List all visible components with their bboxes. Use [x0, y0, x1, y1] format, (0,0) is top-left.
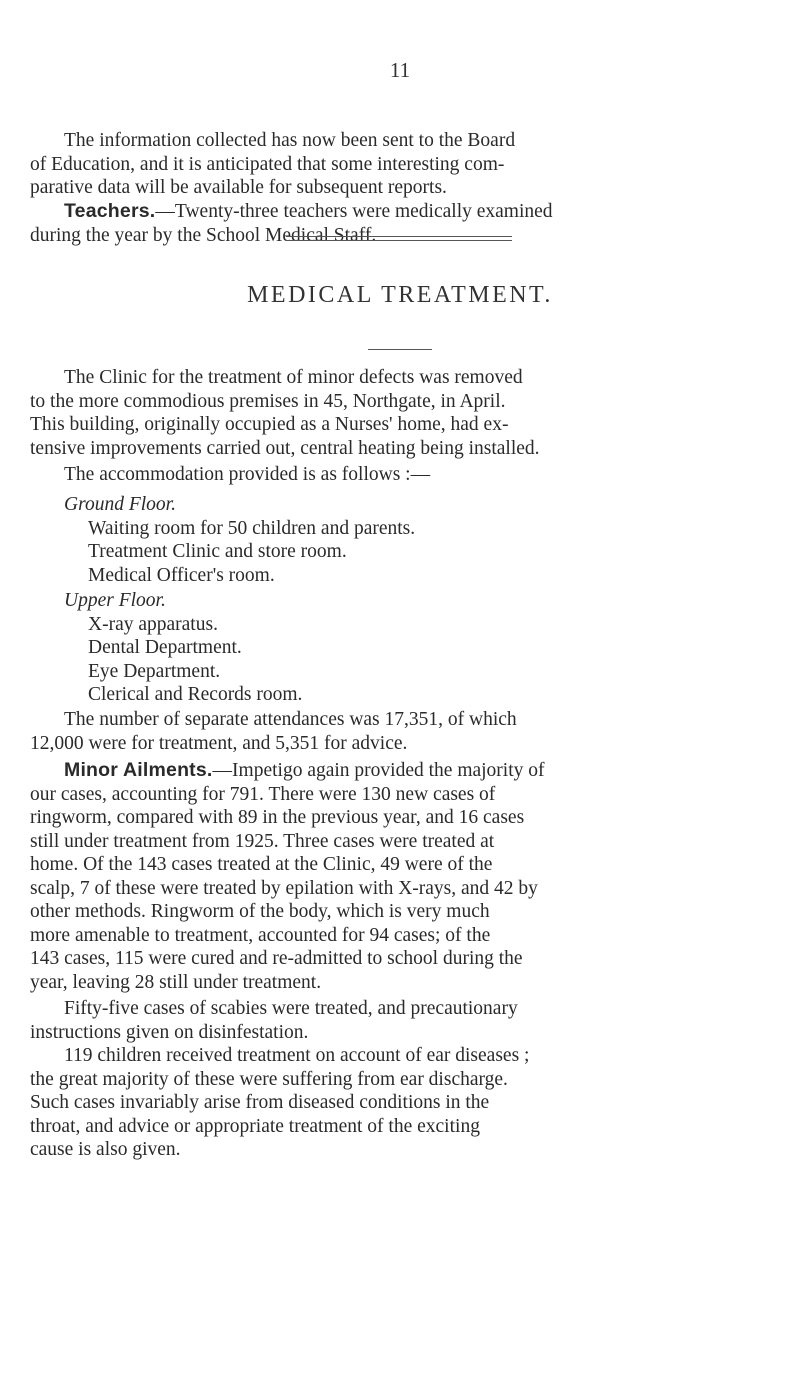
- section-title: MEDICAL TREATMENT.: [247, 282, 553, 308]
- scabies-paragraph: [30, 997, 782, 1044]
- ground-floor-heading: Ground Floor.: [64, 494, 176, 515]
- text-line: during the year by the School Medical Staff.: [30, 224, 377, 246]
- text-line: to the more commodious premises in 45, Northgate, in April.: [30, 390, 506, 412]
- text-line: Fifty-five cases of scabies were treated, and precautionary: [64, 998, 518, 1019]
- text-line: The Clinic for the treatment of minor defects was removed: [64, 367, 523, 388]
- ear-diseases-paragraph: [30, 1044, 782, 1162]
- text-line: cause is also given.: [30, 1139, 181, 1160]
- ground-floor-section: [30, 493, 782, 587]
- text-line: [30, 759, 782, 783]
- text-line: [30, 200, 782, 224]
- text-line: throat, and advice or appropriate treatment of the exciting: [30, 1115, 480, 1137]
- attendances-paragraph: [30, 708, 782, 755]
- upper-floor-section: [30, 589, 782, 707]
- text-line: Such cases invariably arise from diseased conditions in the: [30, 1092, 490, 1113]
- text-line: parative data will be available for subsequent reports.: [30, 177, 447, 198]
- list-item: Dental Department.: [88, 637, 242, 658]
- text-line: year, leaving 28 still under treatment.: [30, 971, 322, 993]
- text-line: 119 children received treatment on account of ear diseases ;: [64, 1045, 530, 1066]
- text-line: home. Of the 143 cases treated at the Clinic, 49 were of the: [30, 854, 493, 875]
- list-item: Clerical and Records room.: [88, 684, 303, 705]
- teachers-text: —Twenty-three teachers were medically examined: [155, 201, 553, 222]
- teachers-heading: Teachers.: [64, 200, 156, 222]
- text-line: the great majority of these were suffering from ear discharge.: [30, 1068, 508, 1090]
- text-line: ringworm, compared with 89 in the previous year, and 16 cases: [30, 807, 525, 828]
- text-line: our cases, accounting for 791. There were 130 new cases of: [30, 783, 496, 805]
- text-line: other methods. Ringworm of the body, which is very much: [30, 901, 490, 922]
- short-rule-divider: [368, 349, 432, 350]
- list-item: Medical Officer's room.: [88, 564, 275, 586]
- text-line: more amenable to treatment, accounted for 94 cases; of the: [30, 924, 491, 946]
- text-line: instructions given on disinfestation.: [30, 1021, 309, 1043]
- minor-ailments-text: —Impetigo again provided the majority of: [212, 760, 545, 781]
- text-line: 143 cases, 115 were cured and re-admitted to school during the: [30, 948, 523, 969]
- text-line: The accommodation provided is as follows :—: [64, 464, 431, 485]
- list-item: Eye Department.: [88, 660, 221, 682]
- intro-paragraph: [30, 129, 782, 200]
- text-line: tensive improvements carried out, central heating being installed.: [30, 437, 540, 459]
- text-line: scalp, 7 of these were treated by epilation with X-rays, and 42 by: [30, 877, 538, 899]
- text-line: The number of separate attendances was 17,351, of which: [64, 709, 517, 730]
- text-line: 12,000 were for treatment, and 5,351 for advice.: [30, 732, 408, 754]
- minor-ailments-heading: Minor Ailments.: [64, 759, 213, 781]
- minor-ailments-paragraph: [30, 759, 782, 994]
- text-line: of Education, and it is anticipated that some interesting com-: [30, 153, 505, 175]
- text-line: The information collected has now been sent to the Board: [64, 130, 516, 151]
- list-item: Waiting room for 50 children and parents.: [88, 517, 416, 539]
- list-item: X-ray apparatus.: [88, 613, 218, 635]
- clinic-paragraph: [30, 366, 782, 460]
- page-number: 11: [389, 58, 411, 82]
- text-line: This building, originally occupied as a Nurses' home, had ex-: [30, 414, 509, 435]
- upper-floor-heading: Upper Floor.: [64, 590, 166, 611]
- accommodation-intro: [30, 463, 782, 487]
- text-line: still under treatment from 1925. Three cases were treated at: [30, 830, 495, 852]
- double-rule-divider: [286, 236, 512, 241]
- list-item: Treatment Clinic and store room.: [88, 541, 347, 562]
